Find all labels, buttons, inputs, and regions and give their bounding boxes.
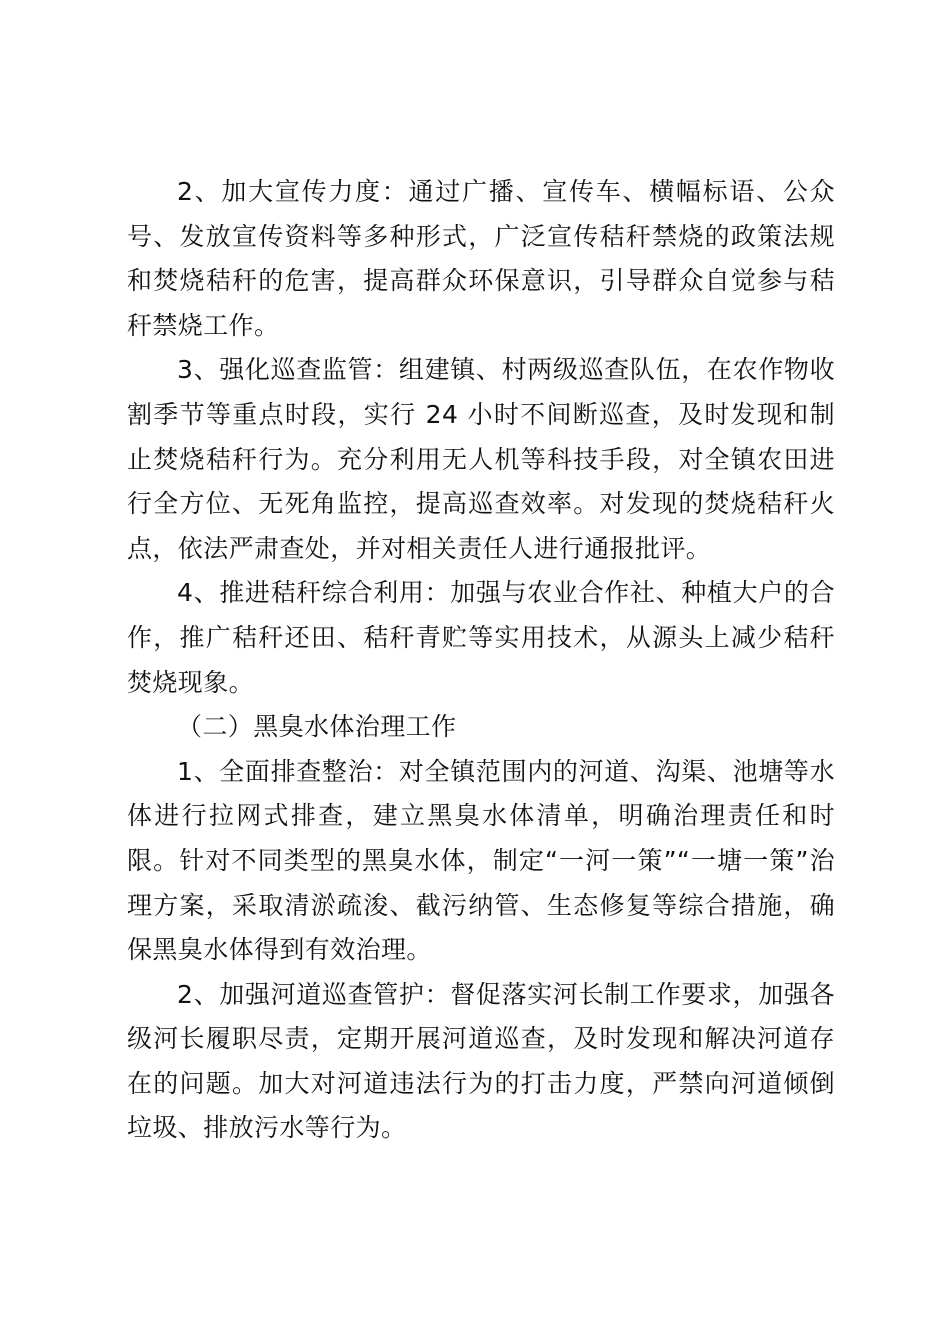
text-line: 止焚烧秸秆行为。充分利用无人机等科技手段，对全镇农田进 — [127, 444, 835, 474]
text-line: （二）黑臭水体治理工作 — [177, 712, 457, 742]
text-line: 点，依法严肃查处，并对相关责任人进行通报批评。 — [127, 533, 712, 563]
text-line: 4、推进秸秆综合利用：加强与农业合作社、种植大户的合 — [177, 578, 835, 608]
text-line: 3、强化巡查监管：组建镇、村两级巡查队伍，在农作物收 — [177, 355, 835, 385]
text-line: 垃圾、排放污水等行为。 — [127, 1113, 407, 1143]
text-line: 号、发放宣传资料等多种形式，广泛宣传秸秆禁烧的政策法规 — [127, 221, 835, 251]
text-line: 限。针对不同类型的黑臭水体，制定“一河一策”“一塘一策”治 — [127, 845, 835, 875]
text-line: 1、全面排查整治：对全镇范围内的河道、沟渠、池塘等水 — [177, 756, 835, 786]
text-line: 级河长履职尽责，定期开展河道巡查，及时发现和解决河道存 — [127, 1024, 835, 1054]
text-line: 2、加强河道巡查管护：督促落实河长制工作要求，加强各 — [177, 979, 835, 1009]
text-line: 保黑臭水体得到有效治理。 — [127, 935, 432, 965]
paragraph-river-patrol — [127, 973, 835, 1151]
text-line: 割季节等重点时段，实行 24 小时不间断巡查，及时发现和制 — [127, 399, 835, 429]
text-line: 秆禁烧工作。 — [127, 310, 280, 340]
text-line: 2、加大宣传力度：通过广播、宣传车、横幅标语、公众 — [177, 177, 835, 206]
text-line: 行全方位、无死角监控，提高巡查效率。对发现的焚烧秸秆火 — [127, 489, 835, 519]
document-body — [127, 170, 835, 1151]
text-line: 和焚烧秸秆的危害，提高群众环保意识，引导群众自觉参与秸 — [127, 266, 835, 296]
paragraph-patrol-supervision — [127, 348, 835, 571]
section-heading-black-odorous-water — [127, 705, 835, 750]
text-line: 在的问题。加大对河道违法行为的打击力度，严禁向河道倾倒 — [127, 1068, 835, 1098]
paragraph-comprehensive-survey — [127, 750, 835, 973]
text-line: 焚烧现象。 — [127, 667, 255, 697]
text-line: 理方案，采取清淤疏浚、截污纳管、生态修复等综合措施，确 — [127, 890, 835, 920]
paragraph-straw-publicity — [127, 170, 835, 348]
text-line: 作，推广秸秆还田、秸秆青贮等实用技术，从源头上减少秸秆 — [127, 622, 835, 652]
paragraph-straw-utilization — [127, 571, 835, 705]
text-line: 体进行拉网式排查，建立黑臭水体清单，明确治理责任和时 — [127, 801, 835, 831]
